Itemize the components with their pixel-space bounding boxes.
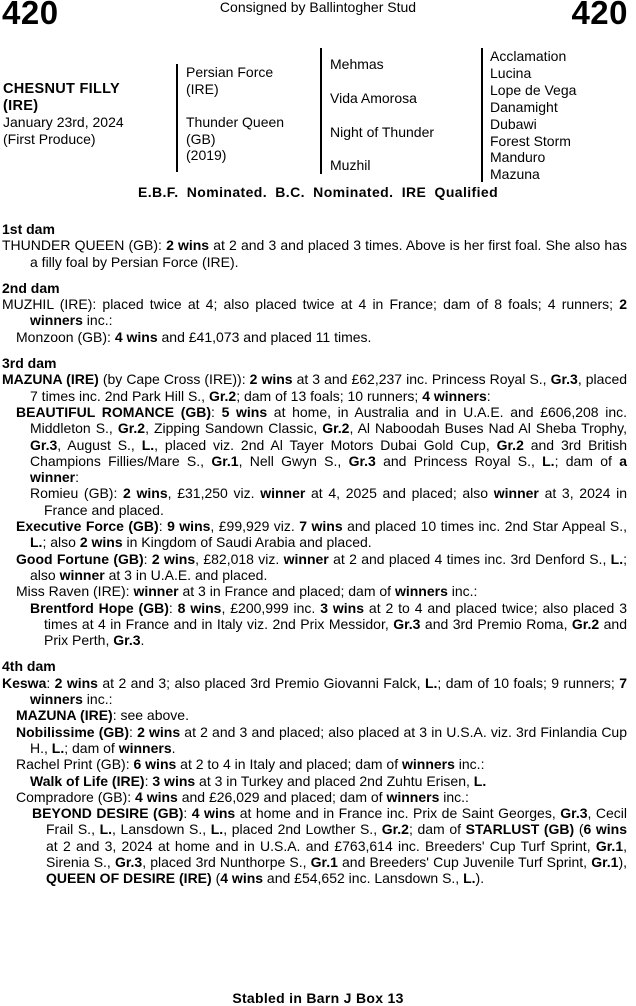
great-grandparent: Danamight bbox=[490, 98, 558, 115]
dam-country: (GB) bbox=[186, 130, 216, 147]
great-grandparent: Forest Storm bbox=[490, 132, 571, 149]
second-dam-entry: MUZHIL (IRE): placed twice at 4; also placed twice at 4 in France; dam of 8 foals; 4 runners; 2 winners inc.: bbox=[2, 296, 627, 329]
nominations-line: E.B.F. Nominated. B.C. Nominated. IRE Qualified bbox=[137, 184, 499, 200]
grandsire-2: Night of Thunder bbox=[330, 124, 435, 140]
great-grandparent: Acclamation bbox=[490, 48, 567, 64]
third-dam-produce: Miss Raven (IRE): winner at 3 in France and placed; dam of winners inc.: bbox=[16, 583, 478, 600]
granddam-2: Muzhil bbox=[330, 157, 371, 173]
great-grandparent: Mazuna bbox=[490, 166, 540, 183]
third-dam-produce: Good Fortune (GB): 2 wins, £82,018 viz. winner at 2 and placed 4 times inc. 3rd Denford S., L.; also winner at 3 in U.A.E. and placed. bbox=[16, 550, 628, 583]
lot-number-right: 420 bbox=[571, 0, 628, 31]
third-dam-heading: 3rd dam bbox=[2, 355, 57, 372]
pedigree-parents bbox=[186, 64, 284, 164]
dam-year: (2019) bbox=[186, 147, 227, 163]
second-dam-produce: Monzoon (GB): 4 wins and £41,073 and placed 11 times. bbox=[16, 328, 372, 345]
consignor-line: Consigned by Ballintogher Stud bbox=[219, 0, 417, 15]
great-grandparent: Lope de Vega bbox=[490, 81, 577, 98]
sire-name: Persian Force bbox=[186, 64, 274, 80]
dam-name: Thunder Queen bbox=[186, 114, 285, 130]
third-dam-grandproduce: Brentford Hope (GB): 8 wins, £200,999 inc. 3 wins at 2 to 4 and placed twice; also placed 3 times at 4 in France and in Italy viz. 2nd Prix Messidor, Gr.3 and 3rd Premio Roma, Gr.2 and Prix Perth, Gr.3. bbox=[30, 599, 627, 649]
fourth-dam-produce: Rachel Print (GB): 6 wins at 2 to 4 in Italy and placed; dam of winners inc.: bbox=[16, 756, 485, 773]
stabling-footer: Stabled in Barn J Box 13 bbox=[232, 990, 404, 1006]
foaling-date: January 23rd, 2024 bbox=[3, 114, 124, 130]
pedigree-great-grandparents bbox=[490, 48, 576, 183]
fourth-dam-produce: Compradore (GB): 4 wins and £26,029 and placed; dam of winners inc.: bbox=[16, 788, 469, 805]
third-dam-entry: MAZUNA (IRE) (by Cape Cross (IRE)): 2 wins at 3 and £62,237 inc. Princess Royal S., Gr.3, placed 7 times inc. 2nd Park Hill S., Gr.2; dam of 13 foals; 10 runners; 4 winners: bbox=[2, 371, 628, 404]
sire-country: (IRE) bbox=[186, 80, 219, 97]
pedigree-divider-2 bbox=[320, 48, 322, 174]
granddam-1: Vida Amorosa bbox=[330, 90, 417, 106]
fourth-dam-heading: 4th dam bbox=[2, 658, 56, 675]
horse-country: (IRE) bbox=[3, 97, 39, 114]
fourth-dam-produce: Nobilissime (GB): 2 wins at 2 and 3 and placed; also placed at 3 in U.S.A. viz. 3rd Finlandia Cup H., L.; dam of winners. bbox=[16, 723, 628, 756]
second-dam-heading: 2nd dam bbox=[2, 279, 60, 296]
fourth-dam-entry: Keswa: 2 wins at 2 and 3; also placed 3rd Premio Giovanni Falck, L.; dam of 10 foals; 9 runners; 7 winners inc.: bbox=[2, 674, 627, 708]
grandsire-1: Mehmas bbox=[330, 56, 384, 72]
third-dam-grandproduce: Romieu (GB): 2 wins, £31,250 viz. winner at 4, 2025 and placed; also winner at 3, 2024 in France and placed. bbox=[30, 485, 628, 518]
lot-number-left: 420 bbox=[2, 0, 59, 31]
third-dam-produce: BEAUTIFUL ROMANCE (GB): 5 wins at home, in Australia and in U.A.E. and £606,208 inc. Middleton S., Gr.2, Zipping Sandown Classic, Gr.2, Al Naboodah Buses Nad Al Sheba Trophy, Gr.3, August S., L., placed viz. 2nd Al Tayer Motors Dubai Gold Cup, Gr.2 and 3rd British Champions Fillies/Mare S., Gr.1, Nell Gwyn S., Gr.3 and Princess Royal S., L.; dam of a winner: bbox=[16, 403, 628, 486]
catalogue-pedigree-notes bbox=[2, 221, 627, 887]
fourth-dam-produce: MAZUNA (IRE): see above. bbox=[16, 707, 189, 724]
produce-note: (First Produce) bbox=[3, 130, 96, 147]
great-grandparent: Dubawi bbox=[490, 115, 537, 132]
pedigree-divider-1 bbox=[176, 64, 178, 172]
third-dam-produce: Executive Force (GB): 9 wins, £99,929 viz. 7 wins and placed 10 times inc. 2nd Star Appeal S., L.; also 2 wins in Kingdom of Saudi Arabia and placed. bbox=[16, 518, 628, 551]
first-dam-heading: 1st dam bbox=[2, 221, 55, 237]
great-grandparent: Manduro bbox=[490, 149, 546, 166]
horse-name: CHESNUT FILLY bbox=[3, 81, 120, 97]
fourth-dam-grandproduce: BEYOND DESIRE (GB): 4 wins at home and in France inc. Prix de Saint Georges, Gr.3, Cecil Frail S., L., Lansdown S., L., placed 2nd Lowther S., Gr.2; dam of STARLUST (GB) (6 wins at 2 and 3, 2024 at home and in U.S.A. and £763,614 inc. Breeders' Cup Turf Sprint, Gr.1, Sirenia S., Gr.3, placed 3rd Nunthorpe S., Gr.1 and Breeders' Cup Juvenile Turf Sprint, Gr.1), QUEEN OF DESIRE (IRE) (4 wins and £54,652 inc. Lansdown S., L.). bbox=[32, 805, 628, 887]
great-grandparent: Lucina bbox=[490, 64, 532, 81]
first-dam-entry: THUNDER QUEEN (GB): 2 wins at 2 and 3 and placed 3 times. Above is her first foal. She also has a filly foal by Persian Force (IRE). bbox=[2, 237, 627, 270]
fourth-dam-grandproduce: Walk of Life (IRE): 3 wins at 3 in Turkey and placed 2nd Zuhtu Erisen, L. bbox=[30, 772, 487, 789]
horse-description bbox=[3, 81, 124, 147]
pedigree-divider-3 bbox=[481, 48, 483, 182]
